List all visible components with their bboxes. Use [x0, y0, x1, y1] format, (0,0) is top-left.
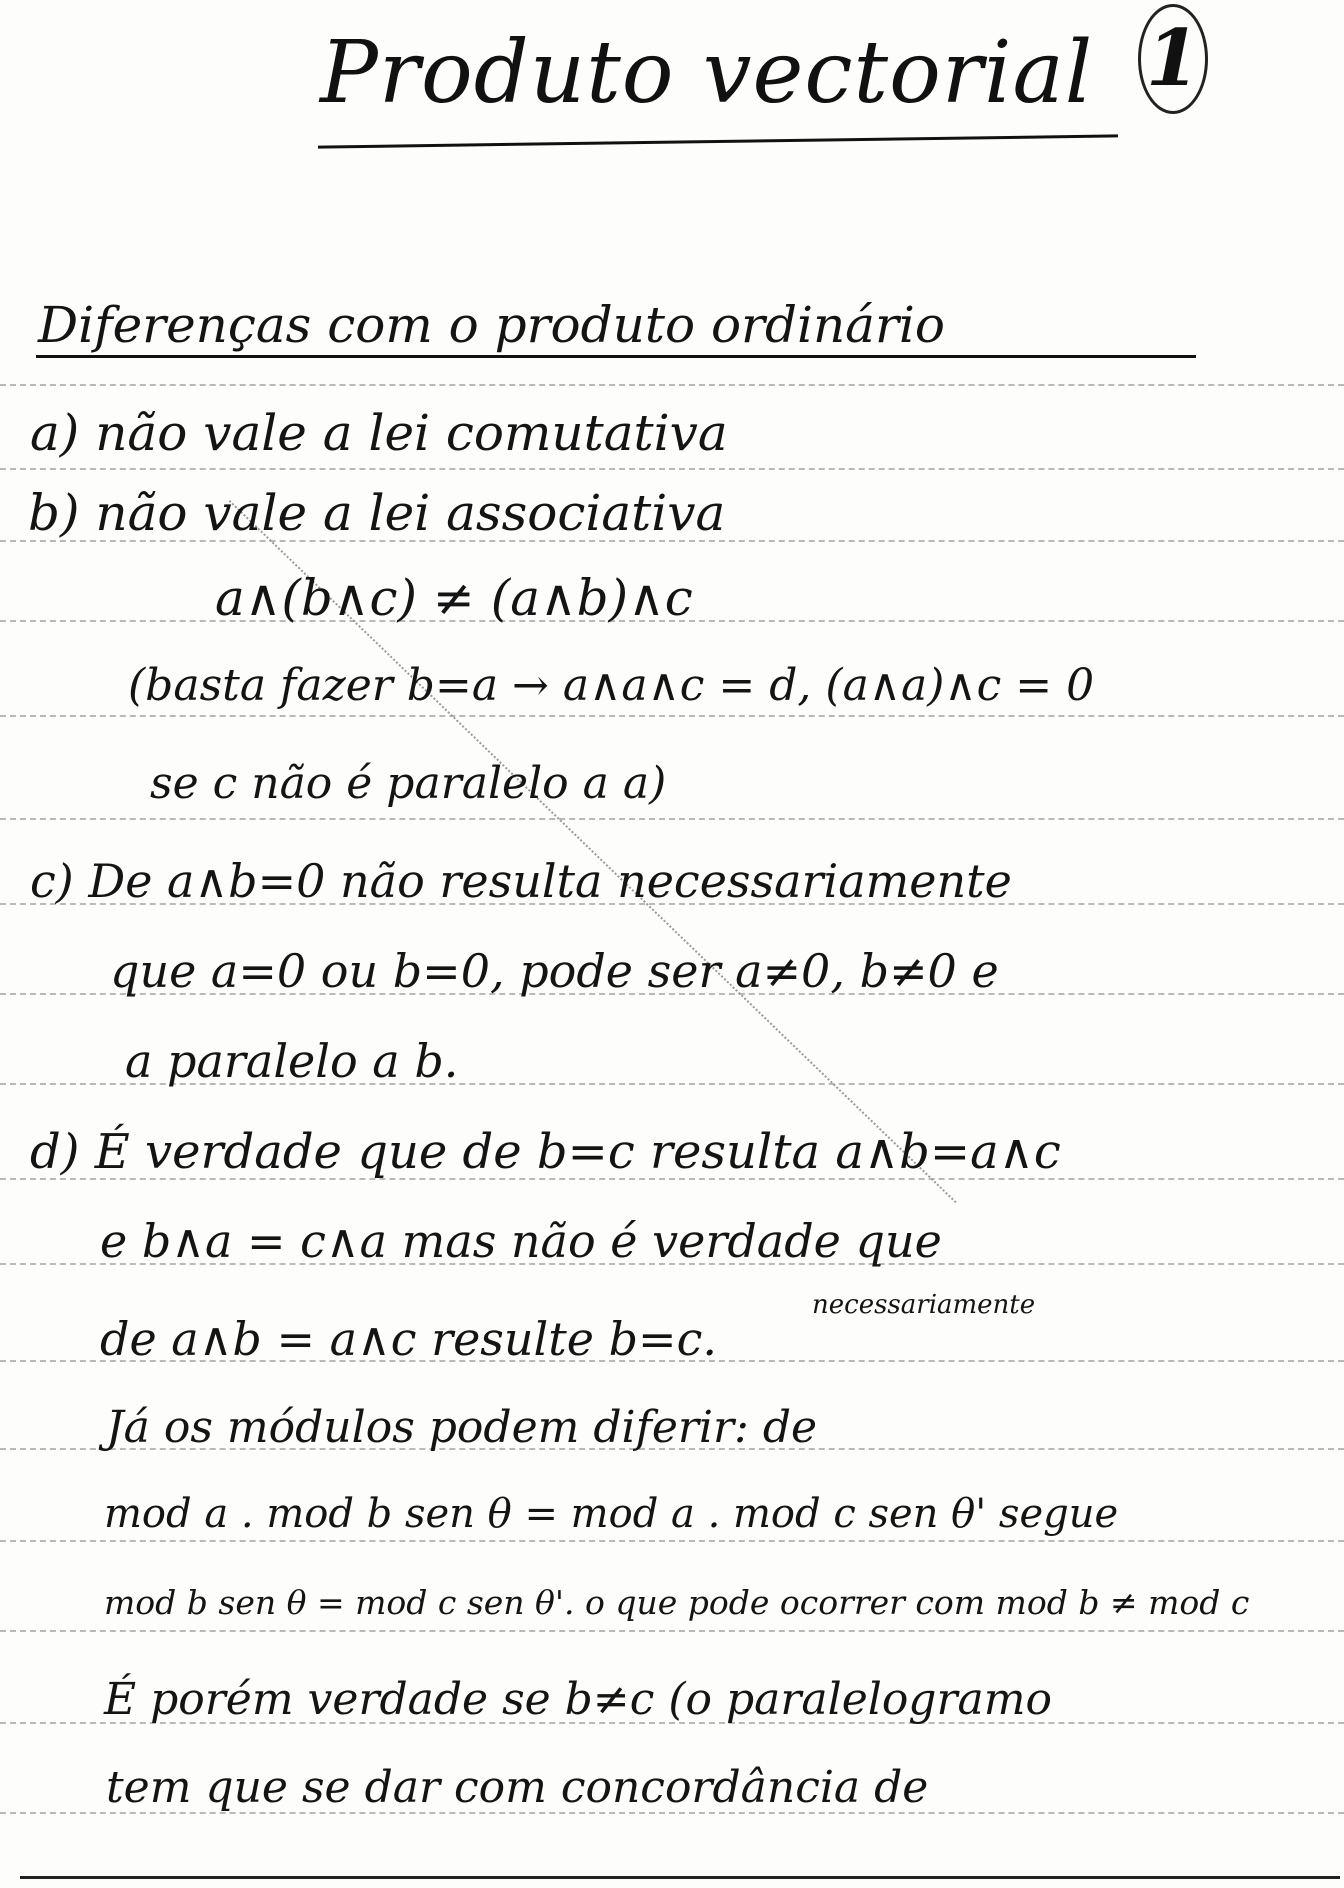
formula-associativity: a∧(b∧c) ≠ (a∧b)∧c [215, 569, 693, 627]
item-d-line-3: de a∧b = a∧c resulte b=c. [100, 1312, 717, 1366]
item-c-line-3: a paralelo a b. [125, 1034, 459, 1088]
title-underline [318, 134, 1118, 148]
page-title: Produto vectorial [320, 23, 1094, 123]
item-c-line-2: que a=0 ou b=0, pode ser a≠0, b≠0 e [110, 944, 999, 998]
ruled-line [0, 468, 1344, 470]
ruled-line [0, 818, 1344, 820]
modulus-line-3: mod b sen θ = mod c sen θ'. o que pode ocorrer com mod b ≠ mod c [104, 1583, 1250, 1622]
modulus-line-5: tem que se dar com concordância de [106, 1762, 929, 1813]
item-d-line-2: e b∧a = c∧a mas não é verdade que [100, 1214, 942, 1268]
heading-underline [36, 355, 1196, 358]
inserted-word: necessariamente [812, 1290, 1036, 1320]
ruled-line [0, 1630, 1344, 1632]
page-number: 1 [1138, 4, 1208, 114]
section-heading: Diferenças com o produto ordinário [38, 296, 945, 354]
item-d-line-1: d) É verdade que de b=c resulta a∧b=a∧c [30, 1124, 1061, 1180]
item-a: a) não vale a lei comutativa [30, 404, 728, 462]
bottom-rule [20, 1876, 1340, 1879]
item-c-line-1: c) De a∧b=0 não resulta necessariamente [30, 854, 1012, 908]
example-line-1: (basta fazer b=a → a∧a∧c = d, (a∧a)∧c = 0 [128, 660, 1095, 711]
ruled-line [0, 384, 1344, 386]
modulus-line-4: É porém verdade se b≠c (o paralelogramo [104, 1674, 1052, 1725]
modulus-line-2: mod a . mod b sen θ = mod a . mod c sen θ' segue [104, 1491, 1119, 1537]
ruled-line [0, 1540, 1344, 1542]
ruled-line [0, 715, 1344, 717]
example-line-2: se c não é paralelo a a) [150, 758, 667, 809]
item-b: b) não vale a lei associativa [28, 484, 726, 542]
modulus-line-1: Já os módulos podem diferir: de [106, 1402, 818, 1453]
